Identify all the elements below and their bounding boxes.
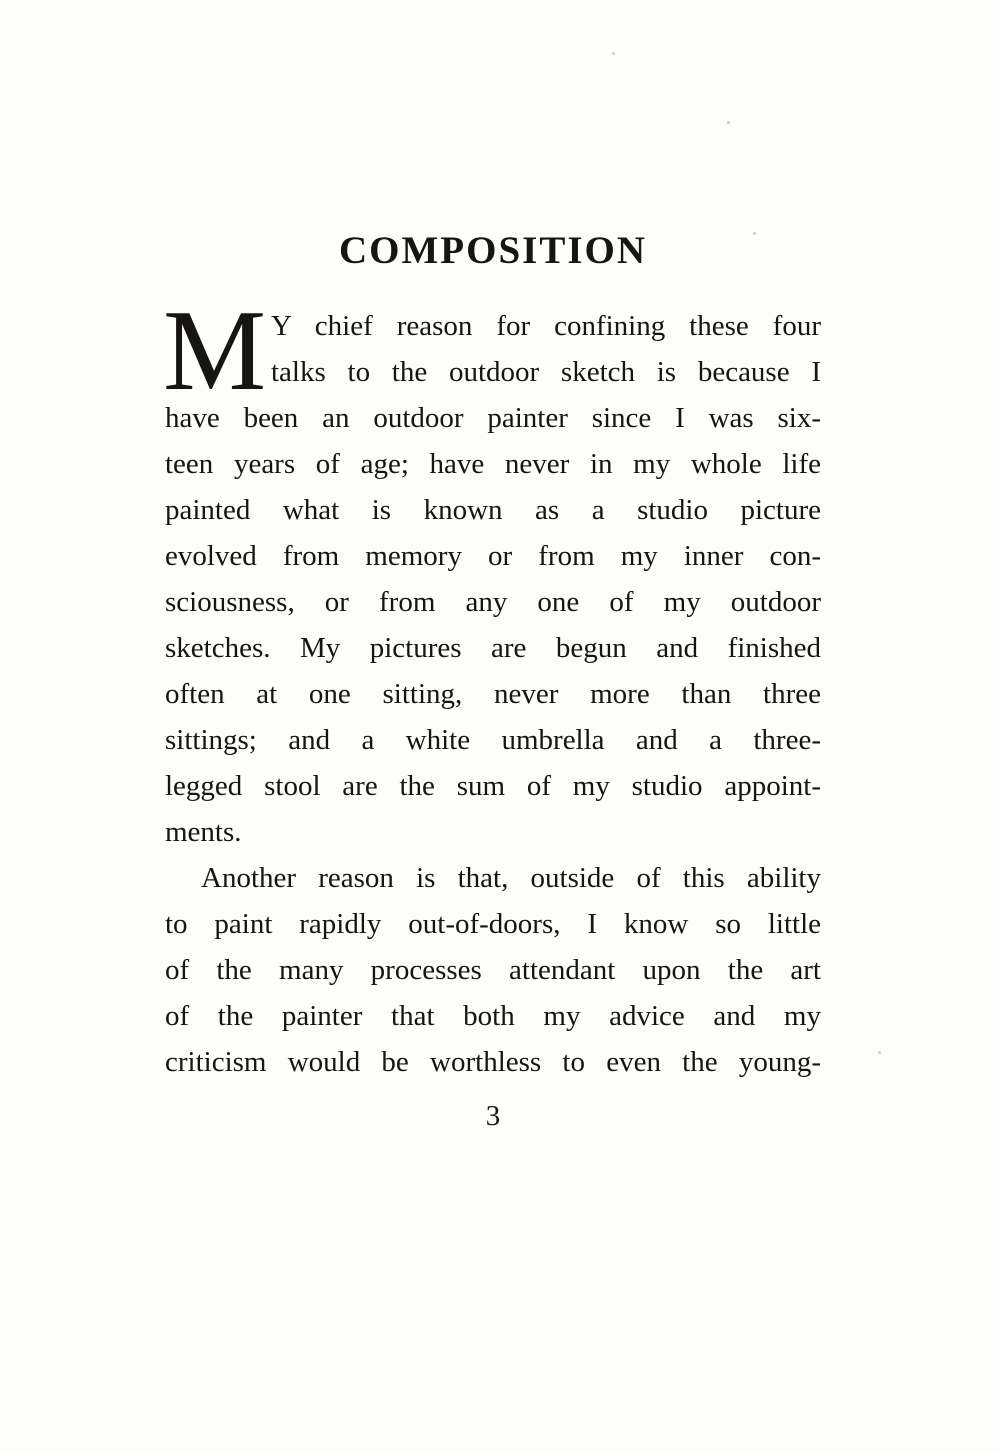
text-line: often at one sitting, never more than three: [165, 678, 821, 710]
text-line: sittings; and a white umbrella and a three-: [165, 724, 821, 756]
text-line: sketches. My pictures are begun and finished: [165, 632, 821, 664]
text-line: talks to the outdoor sketch is because I: [271, 356, 821, 388]
text-line: evolved from memory or from my inner con-: [165, 540, 821, 572]
text-line: teen years of age; have never in my whole life: [165, 448, 821, 480]
body-text: [163, 287, 821, 1085]
text-line: sciousness, or from any one of my outdoor: [165, 586, 821, 618]
text-line: of the painter that both my advice and my: [165, 1000, 821, 1032]
text-line: have been an outdoor painter since I was six-: [165, 402, 821, 434]
drop-cap: M: [163, 287, 267, 415]
scan-speck: [727, 121, 730, 124]
page-title: COMPOSITION: [338, 229, 648, 272]
text-line: Y chief reason for confining these four: [271, 310, 821, 342]
text-line: ments.: [165, 816, 242, 848]
text-line: legged stool are the sum of my studio appoint-: [165, 770, 821, 802]
text-line: criticism would be worthless to even the young-: [165, 1046, 821, 1078]
text-line: of the many processes attendant upon the art: [165, 954, 821, 986]
text-line: painted what is known as a studio picture: [165, 494, 821, 526]
scan-speck: [612, 52, 615, 55]
scan-speck: [878, 1051, 881, 1054]
text-line: to paint rapidly out-of-doors, I know so little: [165, 908, 821, 940]
text-line: Another reason is that, outside of this ability: [201, 862, 821, 894]
page-number: 3: [485, 1100, 501, 1132]
